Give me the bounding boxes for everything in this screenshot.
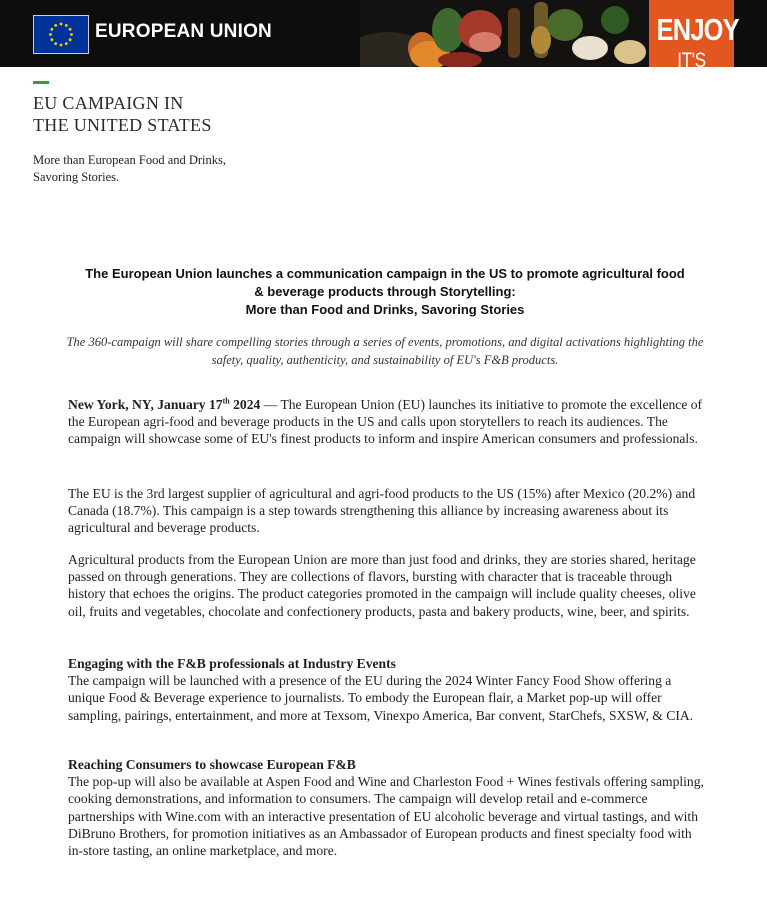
header-bar [0,0,767,67]
headline-line-1: The European Union launches a communication campaign in the US to promote agricultural food [85,266,685,281]
eu-wordmark: EUROPEAN UNION [95,21,272,42]
accent-dash [33,81,49,84]
section-industry-events-heading: Engaging with the F&B professionals at Industry Events [68,656,396,671]
dateline-suffix: th [222,396,230,406]
dateline-year: 2024 [229,397,261,412]
section-consumers [68,756,708,859]
paragraph-intro [68,396,708,448]
food-banner-image [360,0,660,67]
headline-line-3: More than Food and Drinks, Savoring Stories [245,302,525,317]
section-consumers-heading: Reaching Consumers to showcase European F&B [68,757,356,772]
tagline-line-2: Savoring Stories. [33,170,120,184]
eu-flag-icon [33,15,89,54]
enjoy-europe-badge [649,0,739,67]
badge-line-1: ENJOY [656,12,739,47]
section-industry-events-body: The campaign will be launched with a presence of the EU during the 2024 Winter Fancy Food Show offering a unique Food & Beverage experience to journalists. To embody the European flair, a Market pop-up will offer sampling, pairings, entertainment, and more at Texsom, Vinexpo America, Bar convent, StarChefs, SXSW, & CIA. [68,673,694,723]
press-headline [60,265,710,319]
headline-line-2: & beverage products through Storytelling: [254,284,516,299]
badge-line-2: IT'S [677,49,706,67]
subheadline-line-2: safety, quality, authenticity, and sustainability of EU's F&B products. [211,353,559,367]
press-subheadline [60,333,710,369]
campaign-title-line-2: THE UNITED STATES [33,115,212,135]
dateline [68,397,260,412]
paragraph-supplier: The EU is the 3rd largest supplier of agricultural and agri-food products to the US (15%) after Mexico (20.2%) and Canada (18.7%). This campaign is a step towards strengthening this alliance by increasing awareness about its agricultural and beverage products. [68,486,696,536]
section-industry-events [68,655,708,724]
dateline-text: New York, NY, January 17 [68,397,223,412]
campaign-tagline [33,152,226,186]
subheadline-line-1: The 360-campaign will share compelling stories through a series of events, promotions, and digital activations highlighting the [66,335,704,349]
tagline-line-1: More than European Food and Drinks, [33,153,227,167]
section-consumers-body: The pop-up will also be available at Aspen Food and Wine and Charleston Food + Wines festivals offering sampling, cooking demonstrations, and information to consumers. The campaign will develop retail and e-commerce partnerships with Wine.com with an interactive presentation of EU alcoholic beverage and virtual tastings, and with DiBruno Brothers, for promotion initiatives as an Ambassador of European products and finest specialty food with in-store tasting, an online marketplace, and more. [68,774,704,859]
campaign-title [33,92,212,136]
paragraph-intro-text: — The European Union (EU) launches its initiative to promote the excellence of the European agri-food and beverage products in the US and calls upon storytellers to reach its audiences. The campaign will showcase some of EU's finest products to inform and inspire American consumers and professionals. [68,397,703,447]
paragraph-stories: Agricultural products from the European Union are more than just food and drinks, they are stories shared, heritage passed on through generations. They are collections of flavors, bursting with character that is traceable through history that echoes the origins. The product categories promoted in the campaign will include quality cheeses, olive oil, fruits and vegetables, chocolate and confectionery products, pasta and bakery products, wine, beer, and spirits. [68,552,696,619]
campaign-title-line-1: EU CAMPAIGN IN [33,93,184,113]
